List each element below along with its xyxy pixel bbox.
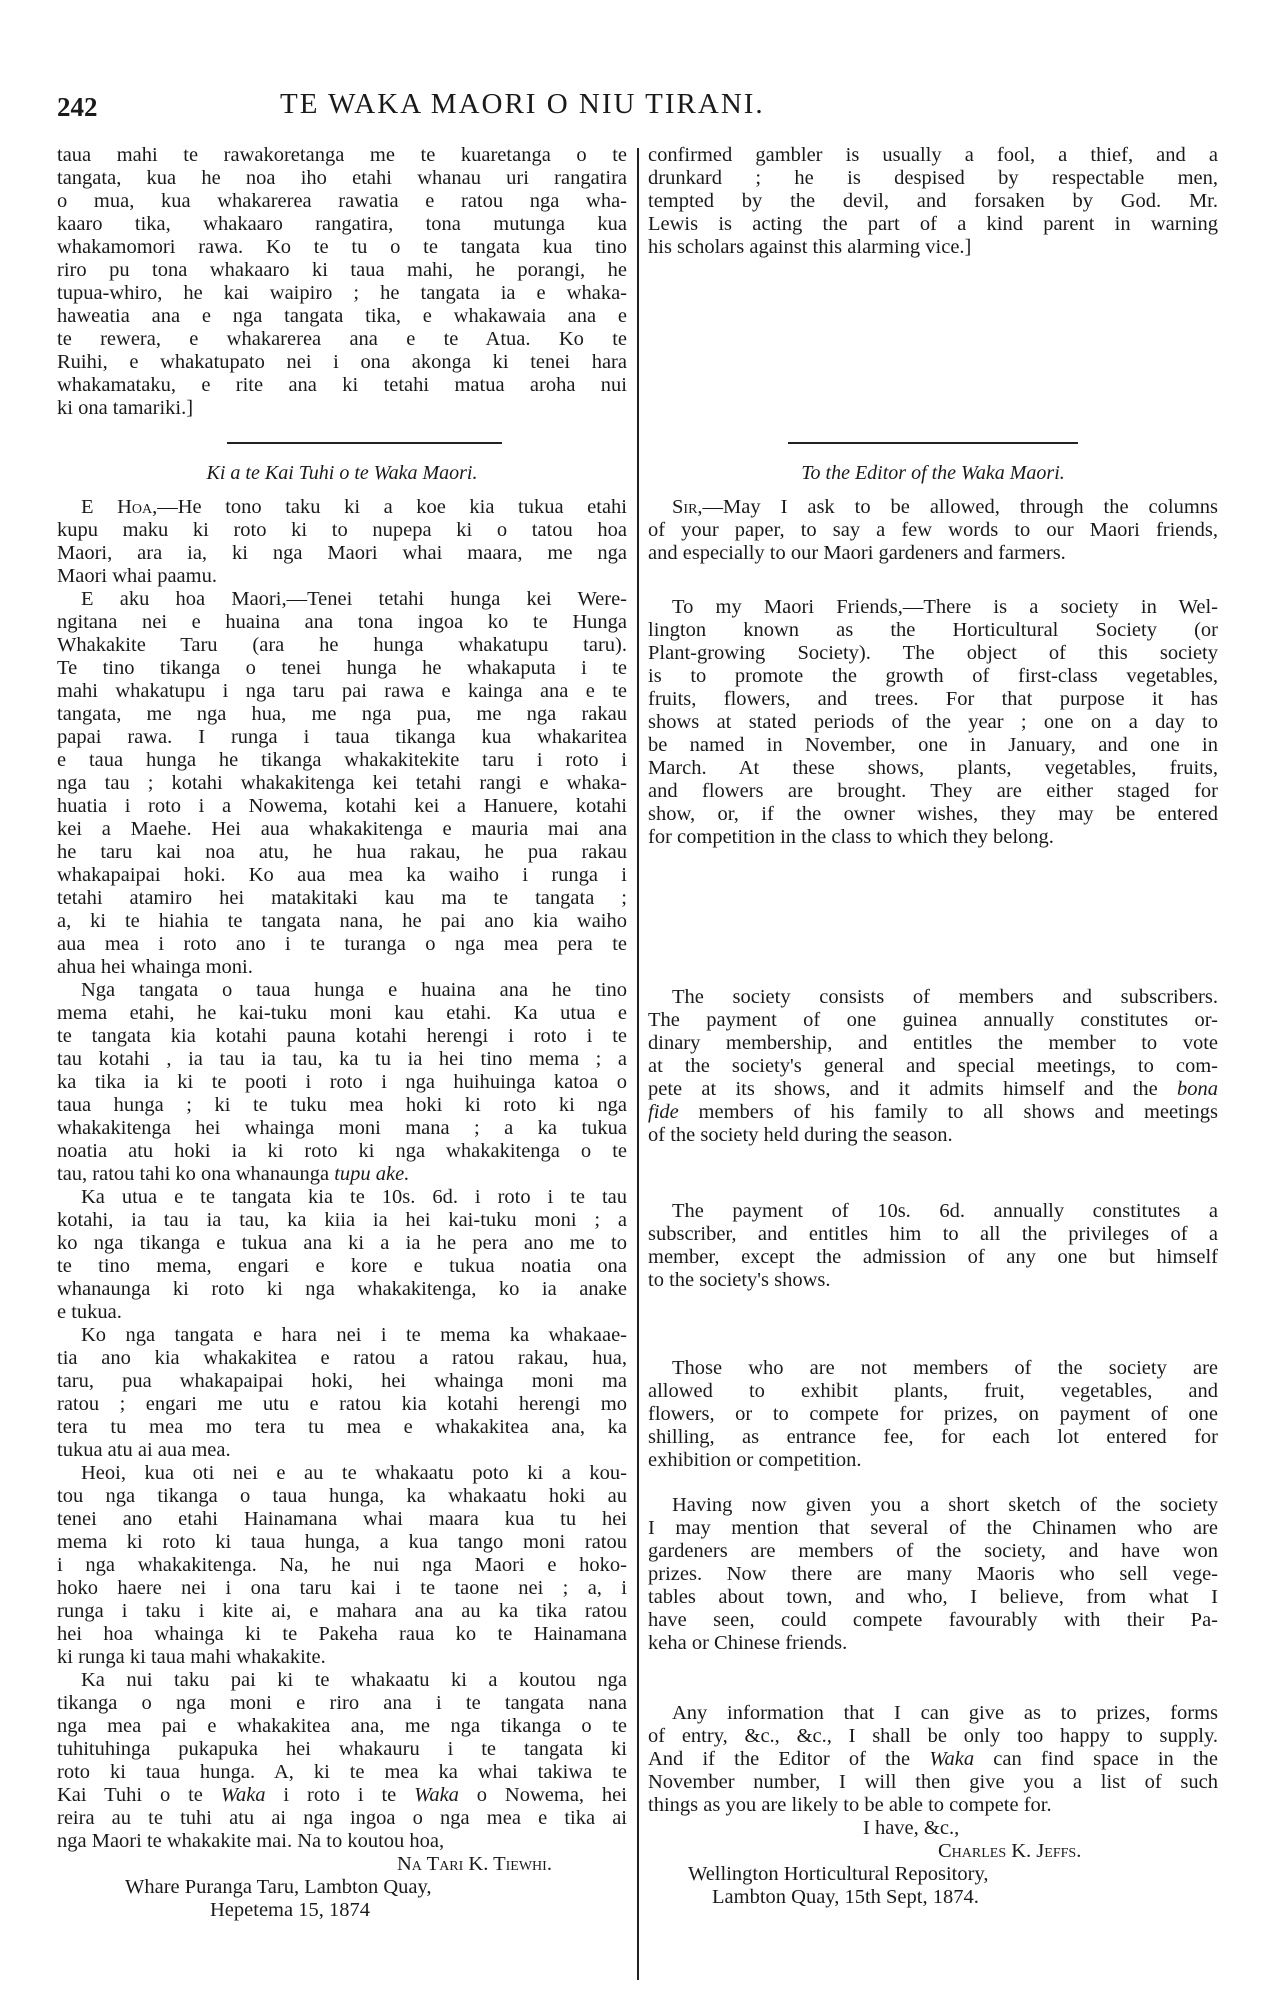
text-line: hei hoa whainga ki te Pakeha raua ko te Hainamana: [57, 1623, 627, 1645]
paragraph: [648, 1702, 1218, 1909]
text-line: Ka nui taku pai ki te whakaatu ki a koutou nga: [81, 1669, 627, 1691]
text-line: Ka utua e te tangata kia te 10s. 6d. i roto i te tau: [81, 1186, 627, 1208]
text-run: And if the Editor of the: [648, 1748, 930, 1770]
text-line: [648, 1748, 1218, 1771]
text-line: tangata, me nga hua, me nga pua, me nga rakau: [57, 703, 627, 725]
text-line: taua mahi te rawakoretanga me te kuaretanga o te: [57, 144, 627, 166]
paragraph: [648, 596, 1218, 849]
text-line: [648, 1101, 1218, 1124]
text-line: nga Maori te whakakite mai. Na to koutou hoa,: [57, 1830, 445, 1852]
text-run: —He tono taku ki a koe kia tukua etahi: [157, 496, 627, 518]
date-row: [648, 1886, 1218, 1909]
text-line: e taua hunga he tikanga whakakitekite taru i roto i: [57, 749, 627, 771]
text-line: of entry, &c., &c., I shall be only too happy to supply.: [648, 1725, 1218, 1747]
text-line: taua hunga ; ki te tuku mea hoki ki roto ki nga: [57, 1094, 627, 1116]
text-line: mema ki roto ki taua hunga, a kua tango moni ratou: [57, 1531, 627, 1553]
text-line: shilling, as entrance fee, for each lot entered for: [648, 1426, 1218, 1448]
text-line: March. At these shows, plants, vegetables, fruits,: [648, 757, 1218, 779]
text-line: ko nga tikanga e tukua ana ki a ia he pera ano me to: [57, 1232, 627, 1254]
text-line: tenei ano etahi Hainamana whai maara kua tu hei: [57, 1508, 627, 1530]
text-line: aua mea i roto ano i te turanga o nga mea pera te: [57, 933, 627, 955]
text-run: pete at its shows, and it admits himself and the: [648, 1078, 1177, 1100]
text-line: dinary membership, and entitles the member to vote: [648, 1032, 1218, 1054]
paragraph: [57, 1669, 627, 1853]
signature-row: [648, 1840, 1218, 1863]
text-line: November number, I will then give you a list of such: [648, 1771, 1218, 1793]
text-line: nga tau ; kotahi whakakitenga kei tetahi rangi e whaka-: [57, 772, 627, 794]
text-line: have seen, could compete favourably with their Pa-: [648, 1609, 1218, 1631]
text-line: te rewera, e whakarerea ana e te Atua. Ko te: [57, 328, 627, 350]
text-line: mahi whakatupu i nga taru pai rawa e kainga ana e te: [57, 680, 627, 702]
text-line: keha or Chinese friends.: [648, 1632, 848, 1654]
text-line: E aku hoa Maori,—Tenei tetahi hunga kei Were-: [81, 588, 627, 610]
text-line: tera tu mea mo tera tu mea e whakakitea ana, ka: [57, 1416, 627, 1438]
text-line: Ko nga tangata e hara nei i te mema ka whakaae-: [81, 1324, 627, 1346]
text-line: taru, pua whakapaipai hoki, hei whainga moni ma: [57, 1370, 627, 1392]
text-line: show, or, if the owner wishes, they may be entered: [648, 803, 1218, 825]
text-line: member, except the admission of any one but himself: [648, 1246, 1218, 1268]
page-number: 242: [57, 92, 98, 122]
section-rule: [788, 442, 1078, 444]
text-line: tikanga o nga moni e riro ana i te tangata nana: [57, 1692, 627, 1714]
italic-text: tupu ake.: [334, 1163, 410, 1185]
address-line-2: Lambton Quay, 15th Sept, 1874.: [712, 1886, 979, 1908]
text-line: and flowers are brought. They are either staged for: [648, 780, 1218, 802]
text-line: te tangata kia kotahi pauna kotahi herengi i roto i te: [57, 1025, 627, 1047]
address-line-1: Wellington Horticultural Repository,: [688, 1863, 989, 1885]
text-line: things as you are likely to be able to compete for.: [648, 1794, 1052, 1816]
text-line: gardeners are members of the society, and have won: [648, 1540, 1218, 1562]
text-line: he taru kai noa atu, he hua rakau, he pua rakau: [57, 841, 627, 863]
text-line: Maori, ara ia, ki nga Maori whai maara, me nga: [57, 542, 627, 564]
text-line: [57, 1163, 627, 1186]
text-line: flowers, or to compete for prizes, on payment of one: [648, 1403, 1218, 1425]
text-run: members of his family to all shows and meetings: [678, 1101, 1218, 1123]
paragraph: [57, 1186, 627, 1324]
text-line: kotahi, ia tau ia tau, ka kiia ia hei kai-tuku moni ; a: [57, 1209, 627, 1231]
text-line: I may mention that several of the Chinamen who are: [648, 1517, 1218, 1539]
closing-row: [648, 1817, 1218, 1840]
text-line: lington known as the Horticultural Society (or: [648, 619, 1218, 641]
date-row: [57, 1899, 627, 1922]
text-line: Maori whai paamu.: [57, 565, 217, 587]
text-line: te tino mema, engari e kore e tukua noatia ona: [57, 1255, 627, 1277]
closing: I have, &c.,: [863, 1817, 960, 1839]
text-line: tukua atu ai aua mea.: [57, 1439, 231, 1461]
left-continuation-text: [57, 144, 627, 420]
text-line: drunkard ; he is despised by respectable men,: [648, 167, 1218, 189]
text-line: exhibition or competition.: [648, 1449, 862, 1471]
text-line: Ruihi, e whakatupato nei i ona akonga ki tenei hara: [57, 351, 627, 373]
text-line: tables about town, and who, I believe, from what I: [648, 1586, 1218, 1608]
text-line: to the society's shows.: [648, 1269, 831, 1291]
text-line: huatia i roto i a Nowema, kotahi kei a Hanuere, kotahi: [57, 795, 627, 817]
paragraph: [57, 588, 627, 979]
address-row: [648, 1863, 1218, 1886]
signature-tiewhi: Na Tari K. Tiewhi.: [397, 1853, 552, 1875]
text-line: Any information that I can give as to prizes, forms: [672, 1702, 1218, 1724]
text-line: hoko haere nei i ona taru kai i te taone nei ; a, i: [57, 1577, 627, 1599]
text-line: noatia atu hoki ia ki roto ki nga whakakitenga o te: [57, 1140, 627, 1162]
salutation: E Hoa,: [81, 496, 158, 518]
italic-text: fide: [648, 1101, 679, 1123]
text-line: tangata, kua he noa iho etahi whanau uri rangatira: [57, 167, 627, 189]
text-line: ahua hei whainga moni.: [57, 956, 253, 978]
text-line: To my Maori Friends,—There is a society in Wel-: [672, 596, 1218, 618]
italic-waka: Waka: [929, 1748, 975, 1770]
address-line-2: Hepetema 15, 1874: [210, 1899, 370, 1921]
text-line: The payment of one guinea annually constitutes or-: [648, 1009, 1218, 1031]
paragraph: [57, 1462, 627, 1669]
text-line: fruits, flowers, and trees. For that purpose it has: [648, 688, 1218, 710]
text-line: Having now given you a short sketch of the society: [672, 1494, 1218, 1516]
text-line: riro pu tona whakaaro ki taua mahi, he porangi, he: [57, 259, 627, 281]
text-line: kaaro tika, whakaaro rangatira, tona mutunga kua: [57, 213, 627, 235]
text-line: Lewis is acting the part of a kind parent in warning: [648, 213, 1218, 235]
text-line: [57, 496, 627, 519]
text-line: whakapaipai hoki. Ko aua mea ka waiho i runga i: [57, 864, 627, 886]
text-line: The society consists of members and subscribers.: [672, 986, 1218, 1008]
text-line: tuhituhinga pukapuka hei whakauru i te tangata ki: [57, 1738, 627, 1760]
text-line: i nga whakakitenga. Na, he nui nga Maori e hoko-: [57, 1554, 627, 1576]
text-line: [57, 1784, 627, 1807]
text-line: ki runga ki taua mahi whakakite.: [57, 1646, 326, 1668]
text-line: haweatia ana e nga tangata tika, e whakawaia ana e: [57, 305, 627, 327]
text-line: a, ki te hiahia te tangata nana, he pai ano kia waiho: [57, 910, 627, 932]
paragraph: [648, 986, 1218, 1147]
paragraph: [648, 1494, 1218, 1655]
text-line: tia ano kia whakakitea e ratou a ratou rakau, hua,: [57, 1347, 627, 1369]
text-line: for competition in the class to which they belong.: [648, 826, 1054, 848]
address-line-1: Whare Puranga Taru, Lambton Quay,: [125, 1876, 432, 1898]
text-run: can find space in the: [974, 1748, 1219, 1770]
text-line: reira au te tuhi atu ai nga ingoa o nga mea e tika ai: [57, 1807, 627, 1829]
text-run: —May I ask to be allowed, through the columns: [702, 496, 1218, 518]
text-line: tou nga tikanga o taua hunga, ka whakaatu hoki au: [57, 1485, 627, 1507]
text-line: nga mea pai e whakakitea ana, me nga tikanga o te: [57, 1715, 627, 1737]
text-line: runga i taku i kite ai, e mahara ana au ka tika ratou: [57, 1600, 627, 1622]
signature-row: [57, 1853, 627, 1876]
text-line: kupu maku ki roto ki to nupepa ki o tatou hoa: [57, 519, 627, 541]
letter-heading-maori: Ki a te Kai Tuhi o te Waka Maori.: [206, 462, 478, 484]
text-line: of your paper, to say a few words to our Maori friends,: [648, 519, 1218, 541]
text-line: Whakakite Taru (ara he hunga whakatupu taru).: [57, 634, 627, 656]
section-rule: [227, 442, 502, 444]
text-line: confirmed gambler is usually a fool, a thief, and a: [648, 144, 1218, 166]
text-line: Plant-growing Society). The object of this society: [648, 642, 1218, 664]
text-line: e tukua.: [57, 1301, 122, 1323]
text-line: Te tino tikanga o tenei hunga he whakaputa i te: [57, 657, 627, 679]
text-line: tau kotahi , ia tau ia tau, ka tu ia hei tino mema ; a: [57, 1048, 627, 1070]
italic-waka: Waka: [414, 1784, 459, 1806]
text-line: prizes. Now there are many Maoris who sell vege-: [648, 1563, 1218, 1585]
text-line: ngitana nei e huaina ana tona ingoa ko te Hunga: [57, 611, 627, 633]
text-line: whakamomori rawa. Ko te tu o te tangata kua tino: [57, 236, 627, 258]
text-line: is to promote the growth of first-class vegetables,: [648, 665, 1218, 687]
text-line: Heoi, kua oti nei e au te whakaatu poto ki a kou-: [81, 1462, 627, 1484]
text-line: [648, 1078, 1218, 1101]
maori-letter-body: [57, 496, 627, 1922]
text-line: his scholars against this alarming vice.]: [648, 236, 972, 258]
text-run: i roto i te: [265, 1784, 415, 1806]
text-line: papai rawa. I runga i taua tikanga kua whakaritea: [57, 726, 627, 748]
text-line: mema etahi, he kai-tuku moni kau etahi. Ka utua e: [57, 1002, 627, 1024]
italic-waka: Waka: [220, 1784, 266, 1806]
text-line: kei a Maehe. Hei aua whakakitenga e mauria mai ana: [57, 818, 627, 840]
text-line: whanaunga ki roto ki nga whakakitenga, ko ia anake: [57, 1278, 627, 1300]
masthead-title: TE WAKA MAORI O NIU TIRANI.: [280, 88, 765, 120]
text-line: be named in November, one in January, and one in: [648, 734, 1218, 756]
text-line: of the society held during the season.: [648, 1124, 953, 1146]
text-line: subscriber, and entitles him to all the privileges of a: [648, 1223, 1218, 1245]
text-line: The payment of 10s. 6d. annually constitutes a: [672, 1200, 1218, 1222]
text-run: tau, ratou tahi ko ona whanaunga: [57, 1163, 335, 1185]
address-row: [57, 1876, 627, 1899]
text-line: shows at stated periods of the year ; one on a day to: [648, 711, 1218, 733]
signature-jeffs: Charles K. Jeffs.: [938, 1840, 1082, 1862]
column-divider: [637, 148, 639, 1980]
text-line: [648, 496, 1218, 519]
right-continuation-text: [648, 144, 1218, 259]
text-line: Those who are not members of the society are: [672, 1357, 1218, 1379]
salutation: Sir,: [672, 496, 703, 518]
text-line: roto ki taua hunga. A, ki te mea ka whai takiwa te: [57, 1761, 627, 1783]
text-line: ka tika ia ki te pooti i roto i nga huihuinga katoa o: [57, 1071, 627, 1093]
letter-heading-english: To the Editor of the Waka Maori.: [801, 462, 1065, 484]
text-line: ki ona tamariki.]: [57, 397, 194, 419]
paragraph: [57, 1324, 627, 1462]
text-line: whakakitenga hei whainga moni mana ; a ka tukua: [57, 1117, 627, 1139]
text-line: whakamataku, e rite ana ki tetahi matua aroha nui: [57, 374, 627, 396]
text-line: Nga tangata o taua hunga e huaina ana he tino: [81, 979, 627, 1001]
text-line: allowed to exhibit plants, fruit, vegetables, and: [648, 1380, 1218, 1402]
text-line: o mua, kua whakarerea rawatia e ratou nga wha-: [57, 190, 627, 212]
text-line: and especially to our Maori gardeners and farmers.: [648, 542, 1066, 564]
paragraph: [648, 1200, 1218, 1292]
text-line: tempted by the devil, and forsaken by God. Mr.: [648, 190, 1218, 212]
text-run: o Nowema, hei: [458, 1784, 627, 1806]
text-line: ratou ; engari me utu e ratou kia kotahi herengi mo: [57, 1393, 627, 1415]
paragraph: [57, 979, 627, 1186]
italic-text: bona: [1177, 1078, 1218, 1100]
text-line: tetahi atamiro hei matakitaki kau ma te tangata ;: [57, 887, 627, 909]
paragraph: [648, 1357, 1218, 1472]
english-letter-intro: [648, 496, 1218, 565]
text-run: Kai Tuhi o te: [57, 1784, 221, 1806]
text-line: at the society's general and special meetings, to com-: [648, 1055, 1218, 1077]
text-line: tupua-whiro, he kai waipiro ; he tangata ia e whaka-: [57, 282, 627, 304]
